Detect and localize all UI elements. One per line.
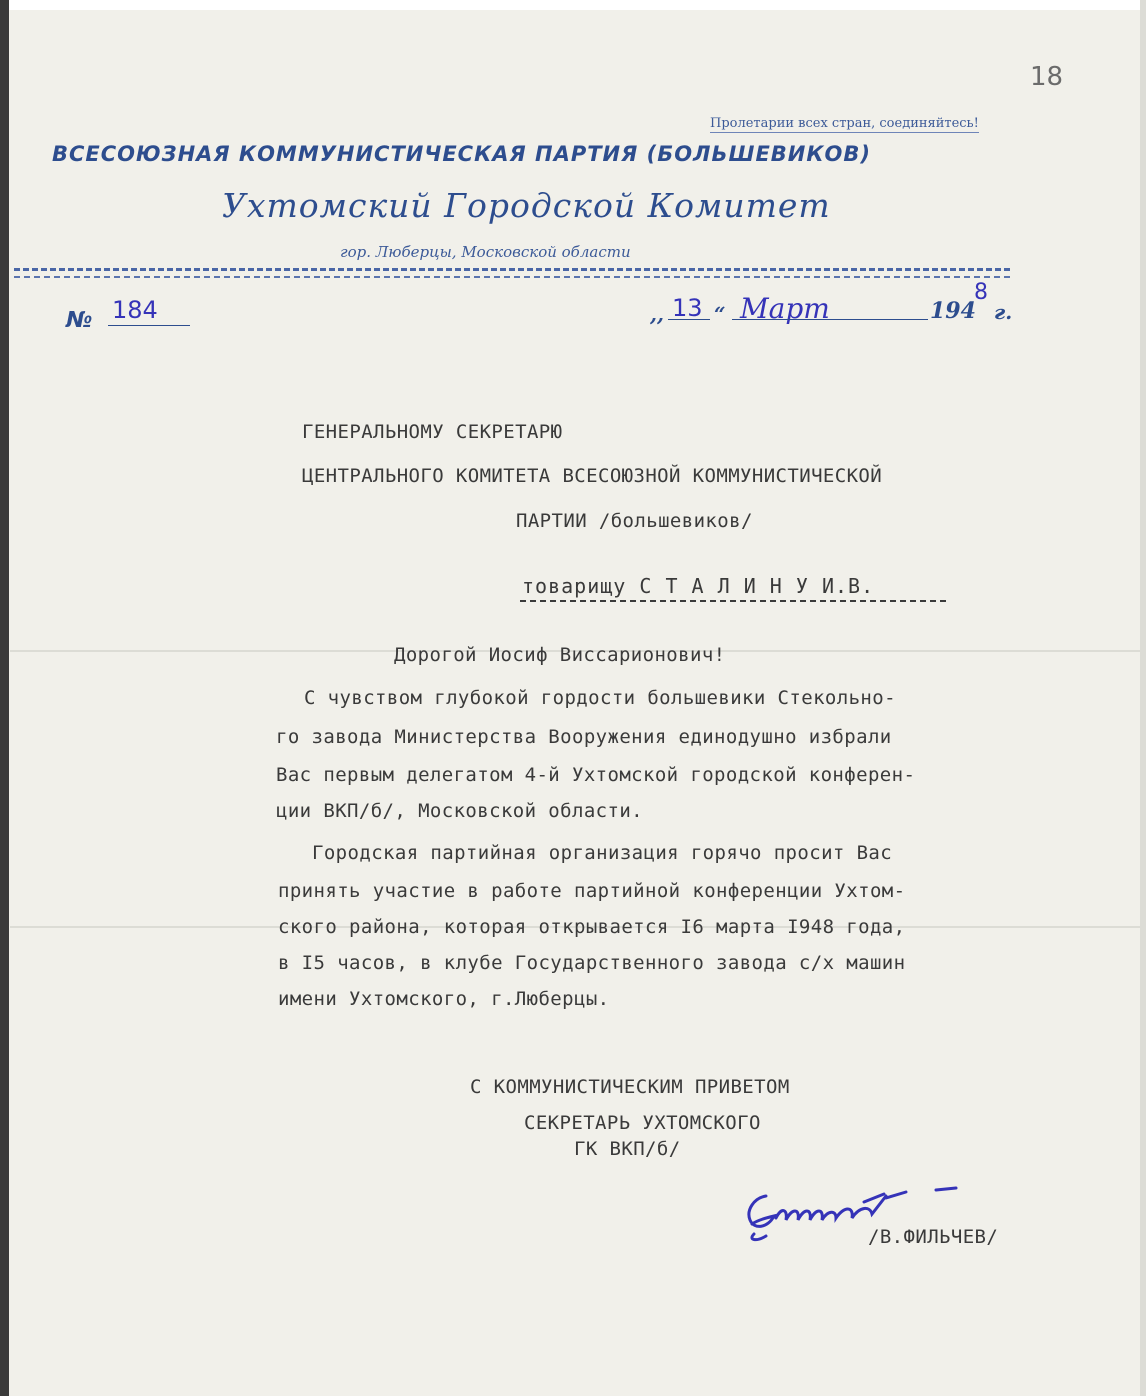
reference-number: 184 xyxy=(112,296,158,324)
letterhead-rule xyxy=(14,268,1010,271)
body-line: го завода Министерства Вооружения единодушно избрали xyxy=(276,726,892,748)
date-month: Март xyxy=(740,292,830,325)
reference-number-line xyxy=(108,325,190,326)
addressee-line: ПАРТИИ /большевиков/ xyxy=(516,510,753,532)
date-day: 13 xyxy=(672,294,703,322)
closing-salutation: С КОММУНИСТИЧЕСКИМ ПРИВЕТОМ xyxy=(470,1076,790,1098)
letterhead-rule xyxy=(14,276,1010,278)
body-line: принять участие в работе партийной конференции Ухтом- xyxy=(278,880,906,902)
body-line: Вас первым делегатом 4-й Ухтомской городской конферен- xyxy=(276,764,916,786)
body-line: ского района, которая открывается I6 марта I948 года, xyxy=(278,916,906,938)
letterhead-address: гор. Люберцы, Московской области xyxy=(340,243,631,261)
reference-number-label: № xyxy=(66,308,93,333)
addressee-line: ЦЕНТРАЛЬНОГО КОМИТЕТА ВСЕСОЮЗНОЙ КОММУНИСТИЧЕСКОЙ xyxy=(302,465,883,487)
closing-title: СЕКРЕТАРЬ УХТОМСКОГО xyxy=(524,1112,761,1134)
addressee-name: товарищу С Т А Л И Н У И.В. xyxy=(522,574,875,598)
date-quote-open: ,, xyxy=(650,302,664,326)
body-line: имени Ухтомского, г.Люберцы. xyxy=(278,988,610,1010)
signer-name: /В.ФИЛЬЧЕВ/ xyxy=(868,1226,999,1248)
date-day-line xyxy=(668,319,710,320)
date-quote-close: “ xyxy=(714,302,726,326)
letterhead-committee: Ухтомский Городской Комитет xyxy=(222,186,831,225)
letter-greeting: Дорогой Иосиф Виссарионович! xyxy=(394,644,726,666)
letterhead-slogan: Пролетарии всех стран, соединяйтесь! xyxy=(710,116,979,131)
addressee-underline xyxy=(520,600,946,602)
body-line: С чувством глубокой гордости большевики Стекольно- xyxy=(304,687,896,709)
body-line: Городская партийная организация горячо просит Вас xyxy=(312,842,893,864)
scan-margin-top xyxy=(0,0,1146,10)
archive-page-number: 18 xyxy=(1030,62,1064,92)
body-line: ции ВКП/б/, Московской области. xyxy=(276,800,644,822)
body-line: в I5 часов, в клубе Государственного завода с/х машин xyxy=(278,952,906,974)
closing-title: ГК ВКП/б/ xyxy=(574,1138,681,1160)
scan-margin-left xyxy=(0,0,9,1396)
addressee-line: ГЕНЕРАЛЬНОМУ СЕКРЕТАРЮ xyxy=(302,421,563,443)
scan-margin-right xyxy=(1140,0,1146,1396)
letterhead-party-name: ВСЕСОЮЗНАЯ КОММУНИСТИЧЕСКАЯ ПАРТИЯ (БОЛЬШЕВИКОВ) xyxy=(52,142,871,166)
date-year-suffix: г. xyxy=(994,300,1013,324)
date-year-handwritten: 8 xyxy=(974,280,988,305)
date-year-printed: 194 xyxy=(930,298,976,324)
date-month-line xyxy=(732,319,928,320)
